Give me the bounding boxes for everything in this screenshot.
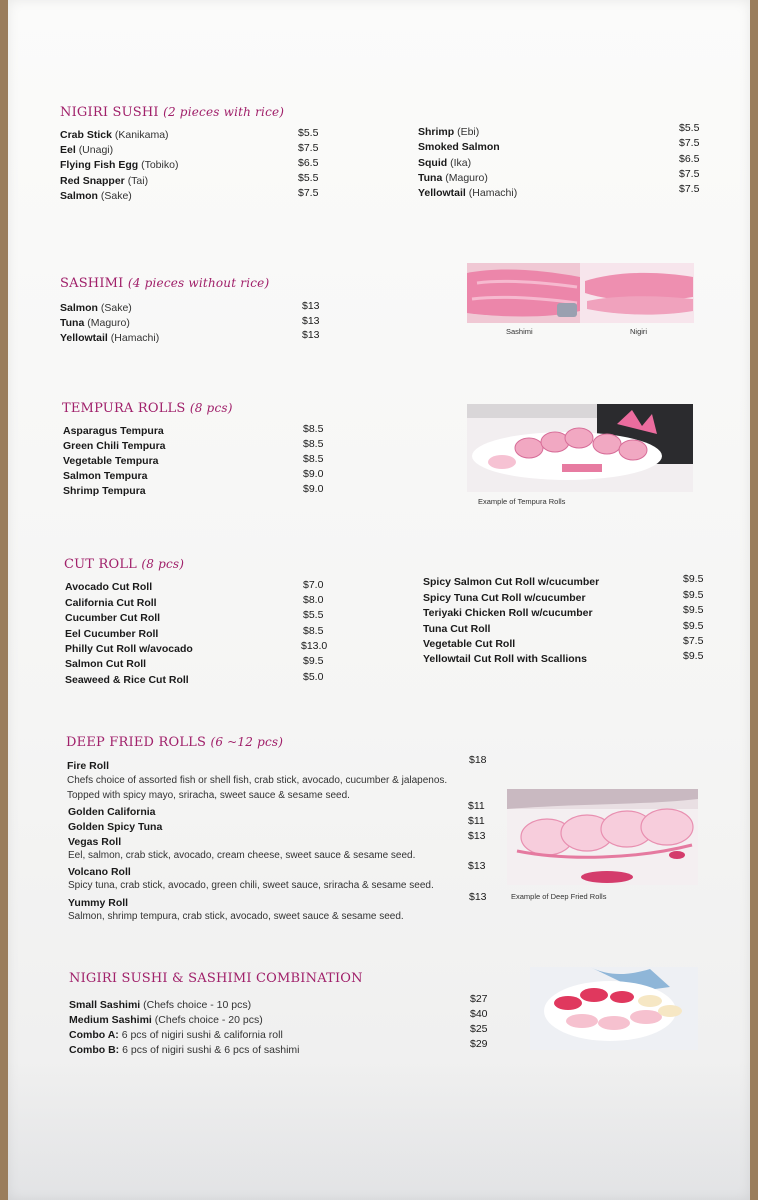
cutroll-title bbox=[64, 557, 184, 572]
deepfried-title-paren: (6 ~12 pcs) bbox=[210, 735, 284, 749]
photo-caption: Example of Deep Fried Rolls bbox=[511, 892, 607, 901]
item-sub: (Sake) bbox=[100, 190, 132, 202]
item-sub: (Ika) bbox=[450, 157, 472, 169]
cutroll-title-text: CUT ROLL bbox=[64, 557, 138, 572]
item-price: $9.0 bbox=[303, 468, 324, 480]
item-sub: (Kanikama) bbox=[114, 129, 169, 141]
item-price: $6.5 bbox=[298, 157, 319, 169]
item-name: Avocado Cut Roll bbox=[65, 581, 153, 593]
sashimi-nigiri-photo bbox=[467, 263, 694, 323]
menu-item bbox=[60, 143, 113, 157]
item-name: Philly Cut Roll w/avocado bbox=[65, 643, 193, 655]
menu-item bbox=[423, 606, 593, 620]
menu-item bbox=[63, 439, 166, 453]
item-price: $11 bbox=[468, 815, 485, 827]
menu-item bbox=[423, 637, 515, 651]
menu-item bbox=[63, 424, 164, 438]
item-price: $27 bbox=[470, 993, 488, 1005]
item-name: Shrimp Tempura bbox=[63, 485, 146, 497]
item-name: Red Snapper bbox=[60, 175, 125, 187]
item-name: Volcano Roll bbox=[68, 866, 131, 878]
item-sub: (Hamachi) bbox=[110, 332, 160, 344]
item-sub: (Maguro) bbox=[87, 317, 130, 329]
menu-item bbox=[69, 1013, 263, 1027]
item-name: Seaweed & Rice Cut Roll bbox=[65, 674, 189, 686]
item-price: $13 bbox=[302, 315, 320, 327]
item-name: Medium Sashimi bbox=[69, 1014, 152, 1026]
menu-item bbox=[63, 484, 146, 498]
item-name: Vegas Roll bbox=[68, 836, 122, 848]
item-name: Golden California bbox=[68, 806, 156, 818]
item-name: Eel Cucumber Roll bbox=[65, 628, 159, 640]
item-name: Asparagus Tempura bbox=[63, 425, 164, 437]
cutroll-title-paren: (8 pcs) bbox=[141, 557, 185, 571]
item-name: Combo A: bbox=[69, 1029, 119, 1041]
item-price: $8.5 bbox=[303, 438, 324, 450]
menu-item bbox=[418, 140, 500, 154]
menu-item bbox=[60, 189, 132, 203]
item-description: Topped with spicy mayo, sriracha, sweet sauce & sesame seed. bbox=[67, 790, 350, 801]
item-price: $9.5 bbox=[683, 620, 704, 632]
photo-caption: Example of Tempura Rolls bbox=[478, 497, 566, 506]
item-sub: 6 pcs of nigiri sushi & california roll bbox=[121, 1029, 283, 1041]
menu-item bbox=[418, 171, 488, 185]
tempura-title-text: TEMPURA ROLLS bbox=[62, 401, 186, 416]
item-name: Vegetable Cut Roll bbox=[423, 638, 516, 650]
item-name: Golden Spicy Tuna bbox=[68, 821, 163, 833]
menu-item bbox=[68, 805, 156, 819]
photo-caption: Nigiri bbox=[630, 327, 648, 336]
menu-item bbox=[68, 835, 121, 849]
item-name: Squid bbox=[418, 157, 448, 169]
item-name: Spicy Tuna Cut Roll w/cucumber bbox=[423, 592, 586, 604]
item-name: Spicy Salmon Cut Roll w/cucumber bbox=[423, 576, 600, 588]
menu-item bbox=[423, 652, 587, 666]
sashimi-title-paren: (4 pieces without rice) bbox=[127, 276, 270, 290]
item-name: Tuna Cut Roll bbox=[423, 623, 491, 635]
menu-item bbox=[60, 158, 178, 172]
item-price: $9.5 bbox=[683, 604, 704, 616]
menu-item bbox=[65, 580, 152, 594]
deepfried-title-text: DEEP FRIED ROLLS bbox=[66, 735, 207, 750]
item-price: $7.0 bbox=[303, 579, 324, 591]
item-sub: (Chefs choice - 10 pcs) bbox=[143, 999, 252, 1011]
item-price: $11 bbox=[468, 800, 485, 812]
item-price: $7.5 bbox=[679, 168, 700, 180]
item-name: Green Chili Tempura bbox=[63, 440, 166, 452]
sashimi-combo-photo bbox=[530, 967, 698, 1050]
menu-item bbox=[63, 454, 159, 468]
item-price: $7.5 bbox=[298, 187, 319, 199]
item-price: $18 bbox=[469, 754, 487, 766]
item-sub: (Tobiko) bbox=[141, 159, 179, 171]
item-name: Salmon Cut Roll bbox=[65, 658, 147, 670]
menu-item bbox=[423, 622, 490, 636]
item-name: Shrimp bbox=[418, 126, 455, 138]
item-price: $8.5 bbox=[303, 625, 324, 637]
menu-item bbox=[418, 125, 479, 139]
item-name: Tuna bbox=[418, 172, 443, 184]
menu-item bbox=[418, 156, 471, 170]
deepfried-title bbox=[66, 735, 283, 750]
tempura-title bbox=[62, 401, 233, 416]
item-price: $9.5 bbox=[683, 589, 704, 601]
item-name: Eel bbox=[60, 144, 76, 156]
menu-item bbox=[65, 673, 189, 687]
deep-fried-rolls-photo bbox=[507, 789, 698, 885]
item-name: Yummy Roll bbox=[68, 897, 129, 909]
item-price: $29 bbox=[470, 1038, 488, 1050]
item-price: $8.5 bbox=[303, 453, 324, 465]
menu-item bbox=[60, 331, 159, 345]
tempura-rolls-photo bbox=[467, 404, 693, 492]
item-sub: (Hamachi) bbox=[468, 187, 518, 199]
photo-caption: Sashimi bbox=[506, 327, 533, 336]
item-price: $13.0 bbox=[301, 640, 328, 652]
menu-item bbox=[68, 865, 131, 879]
tempura-title-paren: (8 pcs) bbox=[189, 401, 233, 415]
item-name: California Cut Roll bbox=[65, 597, 157, 609]
combo-title-text: NIGIRI SUSHI & SASHIMI COMBINATION bbox=[69, 971, 363, 986]
menu-item bbox=[67, 759, 109, 773]
menu-item bbox=[65, 596, 157, 610]
item-name: Salmon Tempura bbox=[63, 470, 148, 482]
item-name: Yellowtail bbox=[418, 187, 466, 199]
menu-item bbox=[69, 1028, 283, 1042]
item-sub: (Chefs choice - 20 pcs) bbox=[154, 1014, 263, 1026]
item-price: $25 bbox=[470, 1023, 488, 1035]
item-description: Eel, salmon, crab stick, avocado, cream cheese, sweet sauce & sesame seed. bbox=[68, 850, 416, 861]
item-name: Salmon bbox=[60, 302, 98, 314]
menu-item bbox=[65, 657, 146, 671]
item-price: $5.5 bbox=[298, 127, 319, 139]
item-sub: (Tai) bbox=[127, 175, 149, 187]
item-price: $13 bbox=[468, 860, 486, 872]
item-sub: (Unagi) bbox=[78, 144, 114, 156]
item-name: Teriyaki Chicken Roll w/cucumber bbox=[423, 607, 593, 619]
nigiri-title-text: NIGIRI SUSHI bbox=[60, 105, 159, 120]
item-price: $5.5 bbox=[298, 172, 319, 184]
item-name: Yellowtail Cut Roll with Scallions bbox=[423, 653, 587, 665]
item-price: $13 bbox=[468, 830, 486, 842]
item-price: $9.5 bbox=[683, 573, 704, 585]
combo-title bbox=[69, 971, 363, 986]
item-price: $13 bbox=[302, 300, 320, 312]
menu-item bbox=[63, 469, 147, 483]
item-name: Crab Stick bbox=[60, 129, 112, 141]
item-price: $5.5 bbox=[679, 122, 700, 134]
item-sub: (Ebi) bbox=[457, 126, 480, 138]
menu-item bbox=[60, 301, 132, 315]
item-price: $8.0 bbox=[303, 594, 324, 606]
menu-item bbox=[60, 316, 130, 330]
item-price: $9.5 bbox=[303, 655, 324, 667]
item-name: Fire Roll bbox=[67, 760, 110, 772]
menu-item bbox=[69, 1043, 300, 1057]
sashimi-title-text: SASHIMI bbox=[60, 276, 124, 291]
item-price: $7.5 bbox=[298, 142, 319, 154]
item-sub: (Maguro) bbox=[445, 172, 488, 184]
item-name: Small Sashimi bbox=[69, 999, 141, 1011]
item-price: $7.5 bbox=[679, 183, 700, 195]
nigiri-title bbox=[60, 105, 284, 120]
menu-item bbox=[60, 128, 169, 142]
item-price: $5.0 bbox=[303, 671, 324, 683]
menu-item bbox=[65, 611, 160, 625]
item-name: Yellowtail bbox=[60, 332, 108, 344]
item-price: $8.5 bbox=[303, 423, 324, 435]
item-description: Chefs choice of assorted fish or shell fish, crab stick, avocado, cucumber & jalapenos. bbox=[67, 775, 448, 786]
menu-item bbox=[423, 591, 586, 605]
item-sub: 6 pcs of nigiri sushi & 6 pcs of sashimi bbox=[122, 1044, 300, 1056]
menu-item bbox=[418, 186, 517, 200]
item-name: Tuna bbox=[60, 317, 85, 329]
item-price: $5.5 bbox=[303, 609, 324, 621]
menu-item bbox=[65, 642, 193, 656]
item-price: $9.0 bbox=[303, 483, 324, 495]
menu-item bbox=[68, 896, 128, 910]
menu-item bbox=[60, 174, 148, 188]
menu-item bbox=[68, 820, 162, 834]
nigiri-title-paren: (2 pieces with rice) bbox=[163, 105, 285, 119]
item-sub: (Sake) bbox=[100, 302, 132, 314]
item-price: $7.5 bbox=[683, 635, 704, 647]
menu-item bbox=[423, 575, 599, 589]
menu-item bbox=[69, 998, 251, 1012]
item-price: $13 bbox=[302, 329, 320, 341]
item-description: Salmon, shrimp tempura, crab stick, avocado, sweet sauce & sesame seed. bbox=[68, 911, 404, 922]
item-name: Flying Fish Egg bbox=[60, 159, 139, 171]
item-description: Spicy tuna, crab stick, avocado, green chili, sweet sauce, sriracha & sesame seed. bbox=[68, 880, 434, 891]
item-name: Cucumber Cut Roll bbox=[65, 612, 161, 624]
item-price: $9.5 bbox=[683, 650, 704, 662]
item-price: $40 bbox=[470, 1008, 488, 1020]
item-name: Smoked Salmon bbox=[418, 141, 500, 153]
item-name: Vegetable Tempura bbox=[63, 455, 159, 467]
item-price: $13 bbox=[469, 891, 487, 903]
item-price: $6.5 bbox=[679, 153, 700, 165]
page-shadow bbox=[8, 1060, 750, 1200]
menu-item bbox=[65, 627, 158, 641]
item-name: Salmon bbox=[60, 190, 98, 202]
sashimi-title bbox=[60, 276, 269, 291]
item-name: Combo B: bbox=[69, 1044, 120, 1056]
item-price: $7.5 bbox=[679, 137, 700, 149]
